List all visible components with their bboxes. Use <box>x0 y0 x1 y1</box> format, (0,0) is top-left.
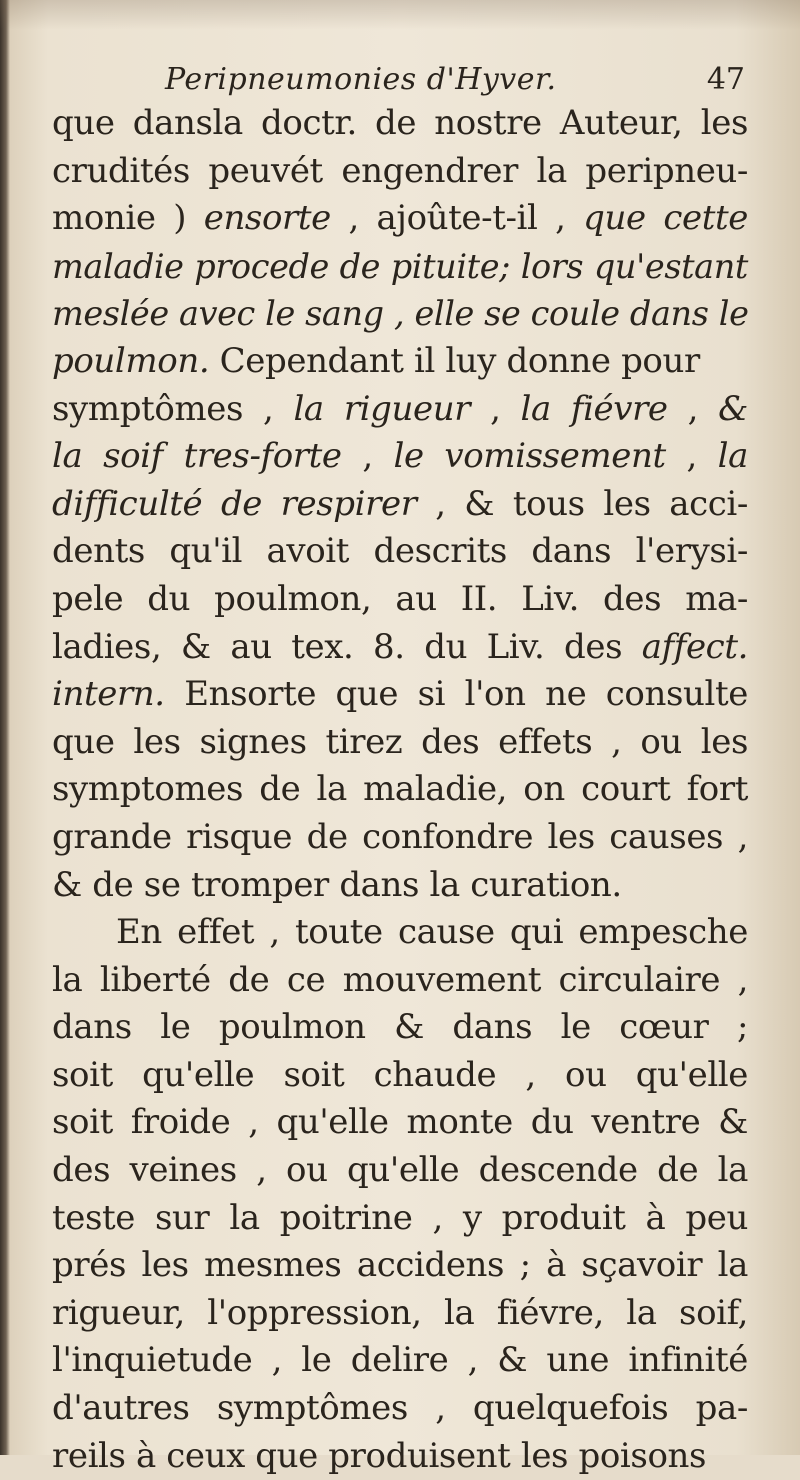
italic-text-segment: la soif tres-forte <box>52 436 342 477</box>
text-segment: reils à ceux que produisent les poisons <box>52 1435 707 1476</box>
italic-text-segment: difficulté de respirer <box>52 483 417 524</box>
text-segment: prés les mesmes accidens ; à sçavoir la <box>52 1245 748 1286</box>
text-line <box>52 100 748 148</box>
text-segment: En effet , toute cause qui empesche <box>116 912 748 953</box>
text-line <box>52 1195 748 1243</box>
italic-text-segment: que cette <box>583 198 748 239</box>
page-number: 47 <box>706 62 745 97</box>
text-segment: symptomes de la maladie, on court fort <box>52 769 748 810</box>
text-line <box>52 528 748 576</box>
text-segment: rigueur, l'oppression, la fiévre, la soif, <box>52 1292 748 1333</box>
text-line <box>52 766 748 814</box>
text-line <box>52 1147 748 1195</box>
body-text <box>52 100 748 1480</box>
text-segment: l'inquietude , le delire , & une infinité <box>52 1340 748 1381</box>
text-segment: symptômes , <box>52 388 294 429</box>
text-line <box>52 576 748 624</box>
text-line <box>52 1337 748 1385</box>
italic-text-segment: intern. <box>52 674 165 715</box>
italic-text-segment: le vomissement <box>393 436 666 477</box>
text-segment: & de se tromper dans la curation. <box>52 864 622 905</box>
text-line <box>52 338 748 386</box>
text-segment: monie ) <box>52 198 204 239</box>
text-line <box>52 1099 748 1147</box>
text-segment: , <box>470 388 521 429</box>
text-segment: Ensorte que si l'on ne consulte <box>164 674 748 715</box>
text-line <box>52 957 748 1005</box>
text-line <box>52 1290 748 1338</box>
italic-text-segment: maladie procede de pituite; lors qu'estant <box>52 246 748 286</box>
text-segment: la liberté de ce mouvement circulaire , <box>52 959 748 1000</box>
text-line <box>52 243 748 291</box>
text-segment: , & tous les acci- <box>416 483 748 524</box>
running-title: Peripneumonies d'Hyver. <box>165 62 557 97</box>
italic-text-segment: la fiévre <box>520 388 668 429</box>
text-line <box>52 719 748 767</box>
text-line <box>52 386 748 434</box>
text-line <box>52 814 748 862</box>
text-segment: que les signes tirez des effets , ou les <box>52 721 748 762</box>
text-segment: des veines , ou qu'elle descende de la <box>52 1150 748 1191</box>
italic-text-segment: la rigueur <box>293 388 471 429</box>
text-segment: , ajoûte-t-il , <box>330 198 584 239</box>
italic-text-segment: ensorte <box>203 198 331 239</box>
text-line <box>52 1052 748 1100</box>
italic-text-segment: poulmon. <box>52 340 210 381</box>
text-line <box>52 195 748 243</box>
text-line <box>52 671 748 719</box>
text-segment: , <box>341 436 394 477</box>
text-line <box>52 1433 748 1480</box>
text-segment: ladies, & au tex. 8. du Liv. des <box>52 626 642 667</box>
italic-text-segment: meslée avec le sang , elle se coule dans le <box>52 294 749 334</box>
text-line <box>52 862 748 910</box>
text-segment: , <box>667 388 719 429</box>
text-line <box>52 624 748 672</box>
italic-text-segment: & <box>718 388 748 429</box>
text-line <box>52 148 748 196</box>
text-segment: pele du poulmon, au II. Liv. des ma- <box>52 578 748 619</box>
top-shadow <box>0 0 800 30</box>
text-segment: dents qu'il avoit descrits dans l'erysi- <box>52 531 748 572</box>
text-segment: d'autres symptômes , quelquefois pa- <box>52 1388 748 1429</box>
text-segment: teste sur la poitrine , y produit à peu <box>52 1197 748 1238</box>
text-line <box>52 1004 748 1052</box>
text-line <box>52 481 748 529</box>
text-segment: crudités peuvét engendrer la peripneu- <box>52 150 748 191</box>
text-line <box>52 1242 748 1290</box>
text-segment: , <box>665 436 718 477</box>
binding-shadow <box>0 0 10 1455</box>
text-segment: dans le poulmon & dans le cœur ; <box>52 1007 748 1048</box>
text-segment: grande risque de confondre les causes , <box>52 816 748 857</box>
text-segment: soit qu'elle soit chaude , ou qu'elle <box>52 1054 748 1095</box>
text-line <box>52 909 748 957</box>
text-segment: Cependant il luy donne pour <box>209 340 700 381</box>
text-line <box>52 290 748 338</box>
italic-text-segment: la <box>717 436 748 477</box>
text-segment: que dansla doctr. de nostre Auteur, les <box>52 103 748 143</box>
text-line <box>52 433 748 481</box>
text-line <box>52 1385 748 1433</box>
text-segment: soit froide , qu'elle monte du ventre & <box>52 1102 748 1143</box>
italic-text-segment: affect. <box>641 626 748 667</box>
